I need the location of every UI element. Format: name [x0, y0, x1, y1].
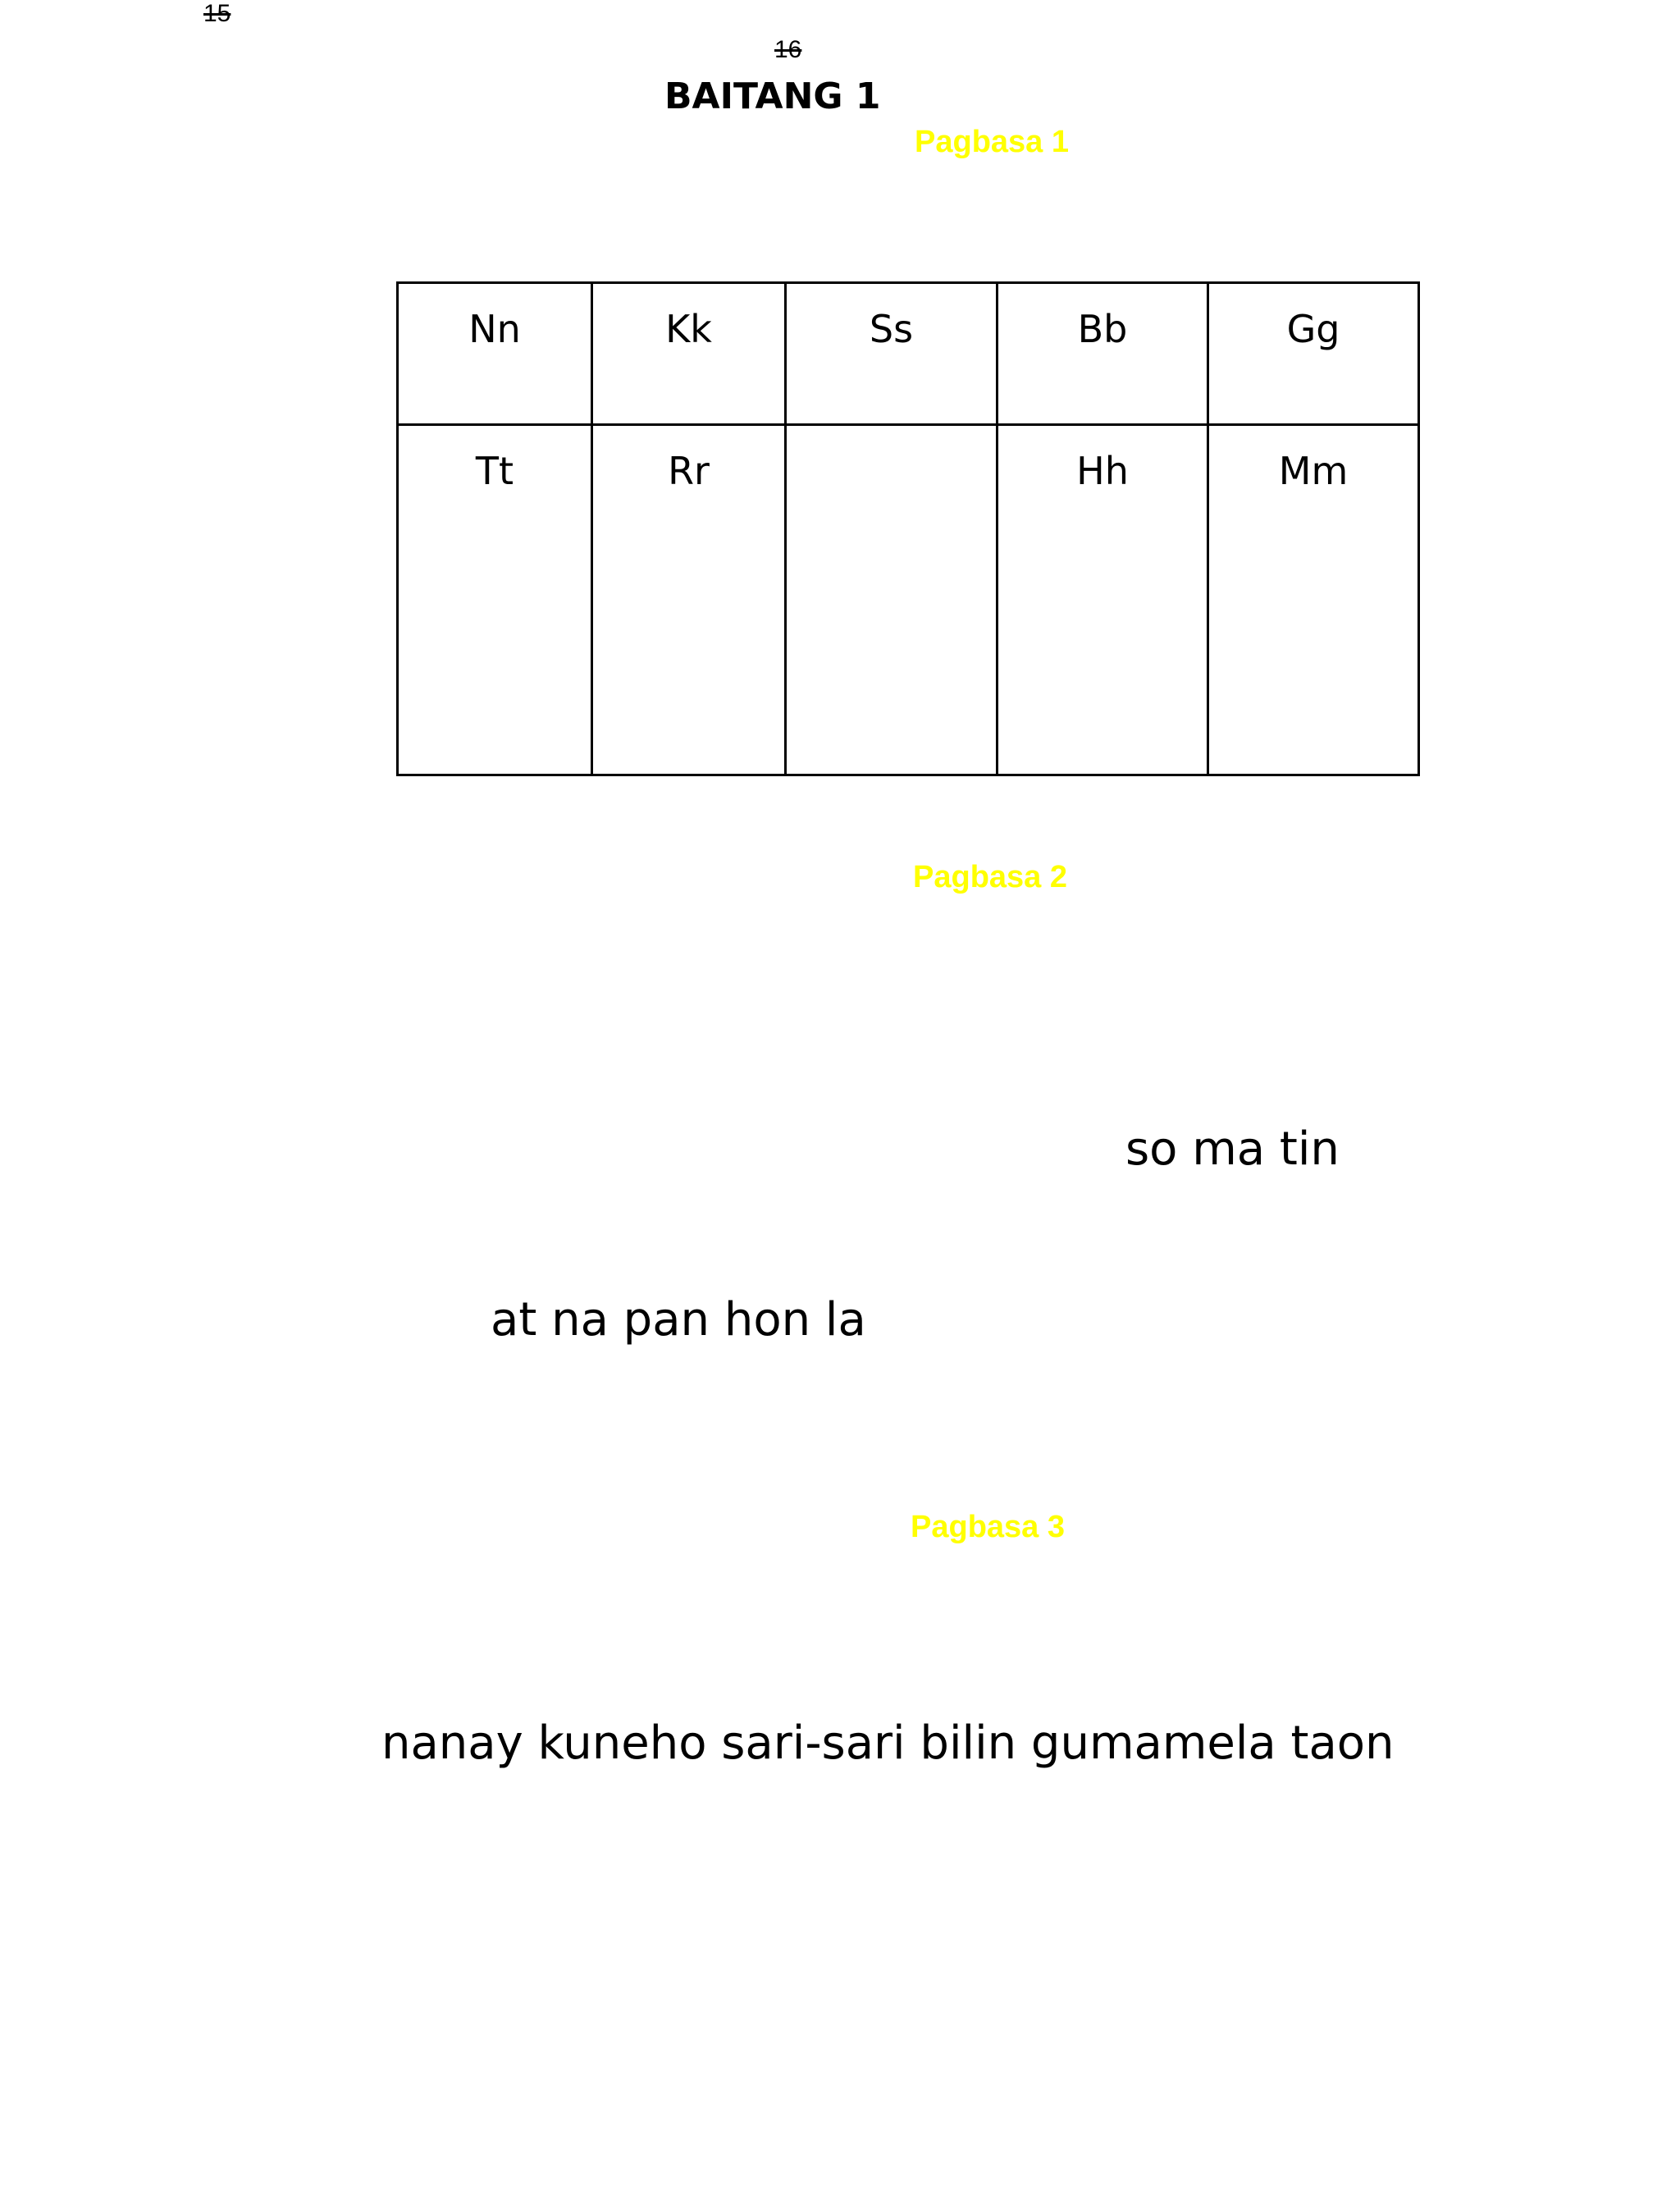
letter-table	[396, 281, 1420, 776]
letter-label: Ss	[869, 307, 914, 351]
pagbasa-2-heading: Pagbasa 2	[913, 860, 1067, 894]
previous-page-number: 15	[203, 0, 231, 27]
letter-label: Mm	[1278, 449, 1349, 493]
letter-table-row	[398, 283, 1419, 425]
syllable-line-2: at na pan hon la	[491, 1293, 866, 1346]
pagbasa-1-heading: Pagbasa 1	[915, 125, 1069, 159]
pagbasa-3-heading: Pagbasa 3	[911, 1510, 1065, 1544]
letter-label: Gg	[1286, 307, 1340, 351]
current-page-number: 16	[774, 36, 802, 63]
letter-label: Hh	[1076, 449, 1129, 493]
letter-label: Bb	[1077, 307, 1128, 351]
letter-label: Kk	[665, 307, 712, 351]
letter-cell	[786, 425, 998, 775]
word-list: nanay kuneho sari-sari bilin gumamela taon	[381, 1717, 1395, 1770]
letter-cell	[998, 283, 1208, 425]
letter-label: Rr	[668, 449, 710, 493]
letter-cell	[592, 283, 786, 425]
letter-cell	[592, 425, 786, 775]
letter-cell	[398, 283, 592, 425]
letter-table-row	[398, 425, 1419, 775]
letter-cell	[398, 425, 592, 775]
letter-label: Nn	[468, 307, 521, 351]
letter-cell	[1208, 283, 1419, 425]
syllable-line-1: so ma tin	[1125, 1122, 1340, 1176]
page-title: BAITANG 1	[664, 75, 881, 117]
letter-cell	[786, 283, 998, 425]
letter-label: Tt	[475, 449, 514, 493]
letter-cell	[1208, 425, 1419, 775]
letter-cell	[998, 425, 1208, 775]
